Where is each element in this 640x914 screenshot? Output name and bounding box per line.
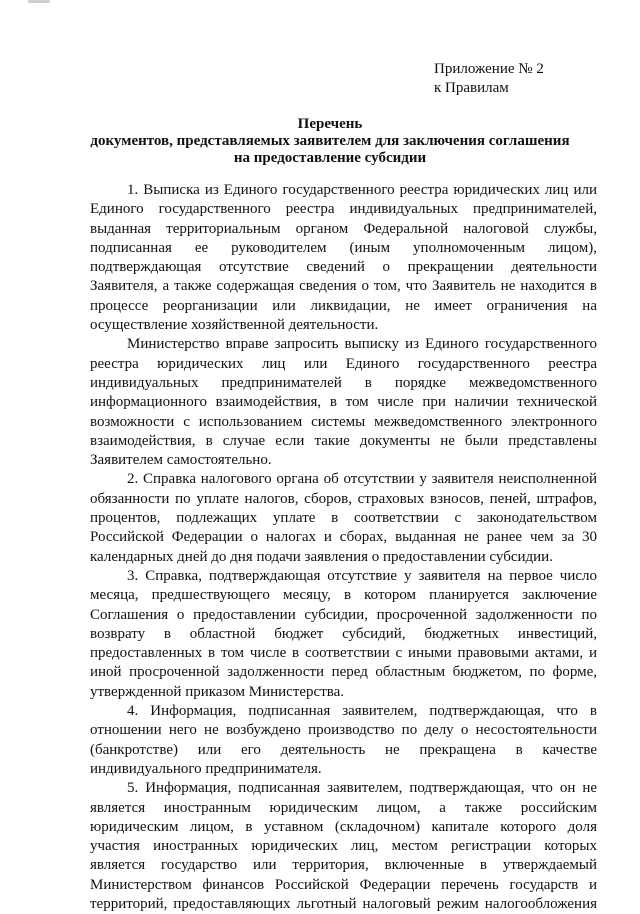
paragraph-5 (90, 702, 597, 779)
paragraph-line: Министерством финансов Российской Федерации перечень государств и (90, 876, 597, 893)
title-line-3: на предоставление субсидии (233, 150, 427, 166)
paragraph-line: Заявителем самостоятельно. (90, 452, 272, 469)
document-title (80, 116, 580, 167)
paragraph-line: выданная территориальным органом Федеральной налоговой службы, (90, 220, 597, 237)
paragraph-line: территорий, предоставляющих льготный налоговый режим налогообложения (90, 895, 597, 912)
paragraph-line: участия иностранных юридических лиц, местом регистрации которых (90, 838, 597, 855)
scan-artifact (28, 0, 50, 3)
paragraph-3 (90, 470, 597, 566)
paragraph-line: утвержденной приказом Министерства. (90, 683, 345, 700)
paragraph-line: является иностранным юридическим лицом, а также российским (90, 799, 597, 816)
paragraph-line: индивидуальных предпринимателей в порядке межведомственного (90, 374, 597, 391)
paragraph-line: индивидуального предпринимателя. (90, 760, 322, 777)
paragraph-line: возврату в областной бюджет субсидий, бюджетных инвестиций, (90, 625, 597, 642)
appendix-rules: к Правилам (434, 80, 509, 96)
paragraph-line: осуществление хозяйственной деятельности. (90, 317, 379, 334)
title-line-2: документов, представляемых заявителем для заключения соглашения (90, 133, 570, 149)
paragraph-line: юридическим лицом, в уставном (складочном) капитале которого доля (90, 818, 597, 835)
paragraph-line: Министерство вправе запросить выписку из Единого государственного (127, 336, 597, 353)
paragraph-line: Единого государственного реестра индивидуальных предпринимателей, (90, 201, 597, 218)
paragraph-line: 4. Информация, подписанная заявителем, подтверждающая, что в (127, 703, 597, 720)
paragraph-line: процентов, подлежащих уплате в соответствии с законодательством (90, 510, 597, 527)
paragraph-line: подписанная ее руководителем (иным уполномоченным лицом), (90, 239, 597, 256)
paragraph-line: подтверждающая отсутствие сведений о прекращении деятельности (90, 259, 597, 276)
paragraph-line: процессе реорганизации или ликвидации, не имеет ограничения на (90, 297, 597, 314)
paragraph-line: календарных дней до дня подачи заявления о предоставлении субсидии. (90, 548, 553, 565)
paragraph-line: 3. Справка, подтверждающая отсутствие у заявителя на первое число (127, 567, 597, 584)
paragraph-1 (90, 181, 597, 335)
paragraph-line: 2. Справка налогового органа об отсутствии у заявителя неисполненной (127, 471, 597, 488)
paragraph-line: иной просроченной задолженности перед областным бюджетом, по форме, (90, 664, 597, 681)
paragraph-line: информационного взаимодействия, в том числе при наличии технической (90, 394, 597, 411)
paragraph-line: 1. Выписка из Единого государственного реестра юридических лиц или (127, 182, 597, 198)
paragraph-line: Соглашения о предоставлении субсидии, просроченной задолженности по (90, 606, 597, 623)
paragraph-line: взаимодействия, в случае если такие документы не были представлены (90, 432, 597, 449)
paragraph-line: Российской Федерации о налогах и сборах, выданная не ранее чем за 30 (90, 529, 597, 546)
paragraph-6 (90, 779, 597, 914)
paragraph-line: (банкротстве) или его деятельность не прекращена в качестве (90, 741, 597, 758)
appendix-reference (434, 60, 544, 98)
paragraph-line: является государство или территория, включенные в утверждаемый (90, 857, 597, 874)
paragraph-line: отношении него не возбуждено производство по делу о несостоятельности (90, 722, 597, 739)
paragraph-line: месяца, предшествующего месяцу, в котором планируется заключение (90, 587, 597, 604)
paragraph-line: реестра юридических лиц или Единого государственного реестра (90, 355, 597, 372)
paragraph-line: 5. Информация, подписанная заявителем, подтверждающая, что он не (127, 780, 597, 797)
paragraph-line: возможности с использованием системы межведомственного электронного (90, 413, 597, 430)
paragraph-2 (90, 335, 597, 470)
appendix-number: Приложение № 2 (434, 61, 544, 77)
paragraph-line: предоставленных в том числе в соответствии с иными правовыми актами, и (90, 645, 597, 662)
document-body (90, 181, 597, 914)
paragraph-line: обязанности по уплате налогов, сборов, страховых взносов, пеней, штрафов, (90, 490, 597, 507)
title-line-1: Перечень (297, 116, 363, 132)
paragraph-4 (90, 567, 597, 702)
paragraph-line: Заявителя, а также содержащая сведения о том, что Заявитель не находится в (90, 278, 597, 295)
